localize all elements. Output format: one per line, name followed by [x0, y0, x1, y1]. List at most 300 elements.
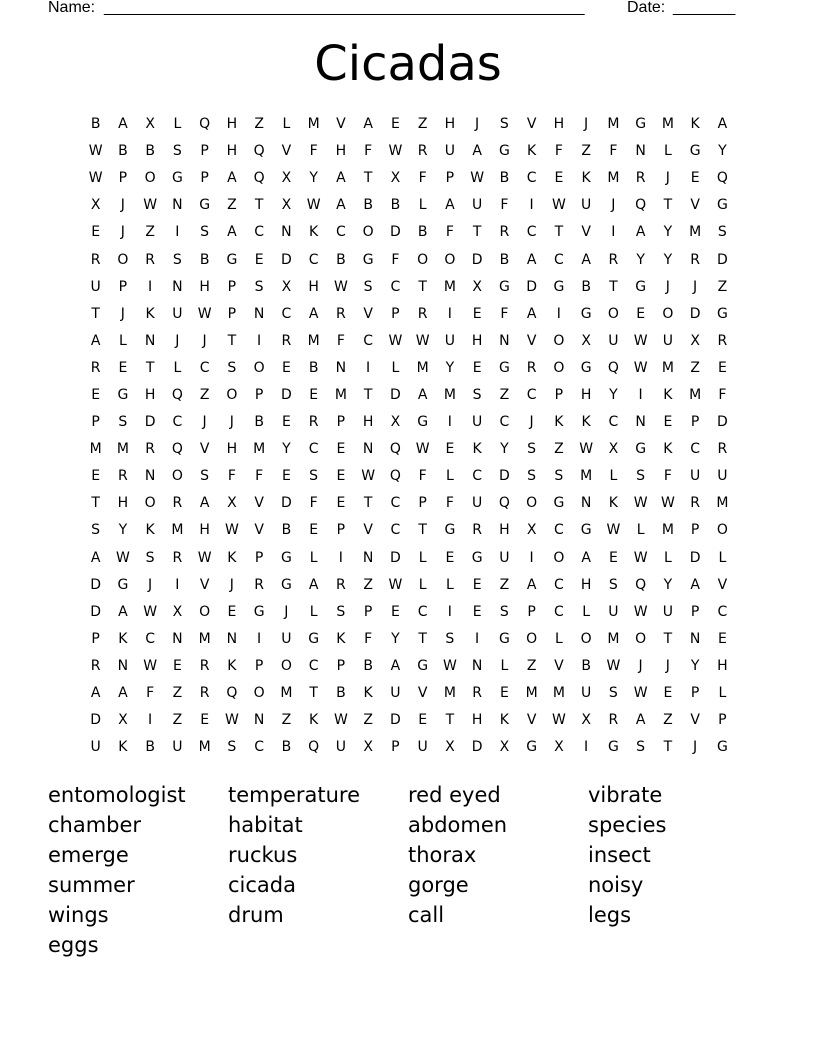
grid-letter: Z: [199, 386, 210, 403]
grid-letter: R: [417, 143, 428, 160]
grid-letter: C: [526, 170, 537, 187]
grid-letter: C: [553, 251, 564, 268]
grid-letter: K: [336, 630, 346, 647]
grid-letter: B: [499, 170, 510, 187]
grid-letter: R: [717, 441, 728, 458]
grid-letter: A: [472, 143, 482, 160]
grid-letter: S: [717, 224, 727, 241]
grid-letter: S: [608, 576, 618, 593]
grid-letter: C: [526, 386, 537, 403]
grid-letter: Q: [308, 739, 320, 756]
grid-letter: T: [418, 278, 427, 295]
grid-letter: M: [171, 522, 184, 539]
grid-letter: S: [200, 224, 210, 241]
grid-letter: B: [145, 739, 155, 756]
grid-row: [82, 517, 736, 544]
grid-letter: U: [717, 468, 728, 485]
grid-letter: K: [499, 712, 509, 729]
grid-letter: S: [608, 685, 618, 702]
word-bank-item: entomologist: [48, 783, 186, 807]
grid-letter: Y: [690, 657, 700, 674]
grid-letter: C: [553, 603, 564, 620]
grid-letter: Y: [663, 576, 673, 593]
grid-letter: J: [175, 332, 180, 349]
grid-letter: A: [690, 576, 700, 593]
grid-letter: R: [308, 414, 319, 431]
grid-letter: O: [635, 630, 647, 647]
grid-letter: J: [529, 414, 534, 431]
grid-letter: O: [662, 305, 674, 322]
grid-letter: T: [363, 386, 373, 403]
grid-letter: X: [499, 739, 510, 756]
grid-letter: P: [227, 278, 237, 295]
grid-letter: P: [118, 278, 128, 295]
grid-letter: X: [281, 170, 292, 187]
grid-letter: L: [391, 359, 400, 376]
grid-letter: I: [556, 305, 561, 322]
grid-letter: X: [281, 278, 292, 295]
grid-letter: F: [663, 468, 672, 485]
grid-letter: C: [172, 414, 183, 431]
grid-letter: B: [581, 278, 591, 295]
grid-letter: O: [199, 603, 211, 620]
grid-letter: M: [198, 630, 211, 647]
grid-letter: P: [445, 170, 455, 187]
grid-letter: G: [498, 630, 510, 647]
grid-letter: R: [690, 251, 700, 268]
grid-letter: E: [608, 549, 618, 566]
grid-letter: C: [281, 305, 292, 322]
grid-letter: H: [499, 522, 510, 539]
grid-letter: A: [90, 549, 101, 566]
grid-letter: X: [145, 116, 155, 133]
grid-letter: H: [362, 414, 374, 431]
grid-letter: O: [526, 495, 538, 512]
grid-letter: E: [472, 359, 482, 376]
grid-letter: T: [418, 522, 427, 539]
grid-letter: M: [607, 116, 620, 133]
grid-letter: N: [362, 549, 374, 566]
grid-letter: I: [611, 224, 616, 241]
grid-letter: A: [581, 549, 591, 566]
grid-letter: W: [551, 712, 566, 729]
grid-letter: I: [366, 359, 371, 376]
grid-row: [82, 653, 736, 680]
grid-letter: Z: [554, 441, 564, 458]
grid-letter: A: [445, 197, 455, 214]
grid-letter: K: [118, 630, 128, 647]
grid-letter: X: [608, 441, 619, 458]
grid-letter: O: [553, 549, 565, 566]
grid-letter: X: [90, 197, 101, 214]
grid-letter: S: [636, 468, 646, 485]
grid-letter: W: [442, 657, 457, 674]
grid-letter: W: [224, 712, 239, 729]
grid-letter: G: [226, 251, 238, 268]
grid-letter: G: [635, 441, 647, 458]
grid-letter: Z: [145, 224, 155, 241]
grid-letter: R: [635, 170, 646, 187]
grid-letter: F: [309, 495, 318, 512]
grid-letter: S: [254, 278, 264, 295]
grid-letter: B: [417, 224, 428, 241]
grid-letter: Z: [172, 712, 183, 729]
grid-letter: S: [91, 522, 101, 539]
grid-letter: I: [638, 386, 643, 403]
grid-row: [82, 572, 736, 599]
grid-letter: M: [661, 522, 674, 539]
grid-letter: E: [636, 305, 646, 322]
grid-letter: R: [336, 305, 346, 322]
grid-letter: U: [390, 685, 401, 702]
grid-letter: Q: [253, 170, 265, 187]
grid-letter: L: [445, 468, 454, 485]
grid-letter: I: [447, 603, 452, 620]
grid-letter: F: [418, 170, 427, 187]
grid-letter: X: [390, 170, 401, 187]
grid-letter: M: [661, 359, 674, 376]
grid-letter: U: [335, 739, 346, 756]
grid-letter: W: [388, 143, 403, 160]
grid-letter: W: [224, 522, 239, 539]
grid-letter: R: [336, 576, 346, 593]
grid-letter: C: [254, 739, 265, 756]
grid-letter: Z: [417, 116, 428, 133]
grid-letter: B: [390, 197, 401, 214]
grid-letter: N: [172, 630, 183, 647]
grid-letter: V: [690, 197, 700, 214]
grid-letter: O: [580, 630, 592, 647]
grid-letter: S: [227, 359, 237, 376]
grid-letter: M: [525, 685, 538, 702]
grid-letter: T: [609, 278, 618, 295]
word-bank-row: [48, 930, 768, 960]
grid-letter: P: [690, 685, 700, 702]
grid-letter: H: [144, 386, 156, 403]
grid-letter: P: [527, 603, 536, 620]
grid-letter: X: [581, 712, 591, 729]
grid-row: [82, 219, 736, 246]
grid-letter: K: [363, 685, 373, 702]
date-label: Date:: [627, 0, 666, 16]
word-bank-row: [48, 870, 768, 900]
grid-letter: I: [447, 414, 452, 431]
grid-letter: G: [580, 359, 592, 376]
word-bank-item: temperature: [228, 783, 360, 807]
grid-letter: G: [444, 522, 456, 539]
grid-letter: B: [118, 143, 128, 160]
grid-letter: K: [554, 414, 564, 431]
grid-letter: L: [309, 603, 318, 620]
grid-letter: X: [445, 739, 455, 756]
grid-letter: W: [197, 305, 212, 322]
grid-letter: P: [118, 170, 128, 187]
grid-letter: A: [90, 332, 101, 349]
word-bank-item: thorax: [408, 843, 477, 867]
grid-letter: D: [389, 224, 401, 241]
grid-letter: E: [254, 251, 264, 268]
grid-letter: I: [529, 197, 534, 214]
grid-letter: G: [635, 116, 647, 133]
word-bank: [48, 780, 768, 960]
grid-letter: C: [526, 224, 537, 241]
grid-letter: V: [254, 495, 264, 512]
grid-letter: G: [253, 603, 265, 620]
grid-letter: A: [118, 603, 128, 620]
grid-letter: C: [499, 414, 510, 431]
grid-letter: U: [472, 414, 483, 431]
grid-letter: J: [665, 278, 670, 295]
grid-letter: P: [391, 739, 400, 756]
word-bank-item: species: [588, 813, 667, 837]
grid-letter: J: [665, 657, 670, 674]
grid-letter: T: [663, 739, 673, 756]
grid-letter: X: [390, 414, 401, 431]
grid-letter: P: [690, 522, 700, 539]
grid-letter: W: [197, 549, 212, 566]
grid-letter: E: [336, 441, 346, 458]
grid-letter: G: [716, 739, 728, 756]
grid-letter: P: [254, 549, 264, 566]
grid-letter: C: [308, 441, 319, 458]
grid-row: [82, 301, 736, 328]
grid-letter: M: [334, 386, 347, 403]
grid-letter: K: [118, 739, 128, 756]
grid-letter: J: [229, 576, 234, 593]
grid-letter: T: [227, 332, 237, 349]
grid-letter: U: [472, 197, 483, 214]
grid-letter: E: [499, 685, 509, 702]
word-bank-row: [48, 810, 768, 840]
grid-letter: L: [718, 549, 727, 566]
grid-letter: R: [472, 522, 482, 539]
grid-letter: G: [117, 576, 129, 593]
grid-letter: O: [553, 359, 565, 376]
grid-letter: V: [281, 143, 292, 160]
grid-letter: A: [635, 224, 646, 241]
grid-letter: R: [717, 332, 728, 349]
grid-letter: M: [607, 630, 620, 647]
grid-letter: T: [309, 685, 318, 702]
grid-row: [82, 274, 736, 301]
grid-letter: Z: [663, 712, 673, 729]
grid-letter: U: [472, 495, 483, 512]
grid-letter: Z: [499, 386, 510, 403]
grid-letter: E: [309, 522, 319, 539]
grid-letter: R: [145, 441, 155, 458]
grid-letter: O: [716, 522, 728, 539]
grid-letter: A: [336, 197, 346, 214]
grid-letter: D: [144, 414, 156, 431]
grid-letter: M: [198, 739, 211, 756]
grid-letter: G: [635, 278, 647, 295]
grid-letter: A: [526, 305, 537, 322]
grid-letter: H: [717, 657, 728, 674]
grid-letter: V: [254, 522, 264, 539]
grid-letter: F: [364, 630, 373, 647]
grid-letter: Z: [172, 685, 183, 702]
grid-letter: N: [281, 224, 292, 241]
grid-letter: X: [554, 739, 564, 756]
grid-letter: G: [553, 495, 565, 512]
grid-letter: J: [120, 197, 125, 214]
grid-letter: O: [417, 251, 429, 268]
grid-letter: R: [90, 251, 101, 268]
grid-letter: S: [636, 739, 646, 756]
grid-letter: A: [417, 386, 428, 403]
grid-letter: M: [443, 685, 456, 702]
grid-letter: U: [690, 468, 701, 485]
grid-letter: I: [475, 630, 480, 647]
grid-letter: X: [363, 739, 373, 756]
grid-letter: H: [471, 332, 483, 349]
grid-letter: G: [308, 630, 320, 647]
grid-letter: W: [633, 495, 648, 512]
grid-letter: Q: [199, 116, 211, 133]
grid-letter: M: [689, 224, 702, 241]
grid-letter: V: [526, 332, 537, 349]
grid-letter: M: [716, 495, 729, 512]
grid-letter: U: [90, 739, 101, 756]
grid-letter: P: [336, 522, 346, 539]
grid-letter: O: [117, 251, 129, 268]
grid-letter: C: [254, 224, 265, 241]
grid-letter: S: [227, 739, 237, 756]
grid-letter: P: [363, 603, 373, 620]
grid-letter: K: [527, 143, 537, 160]
grid-letter: E: [390, 603, 400, 620]
grid-row: [82, 490, 736, 517]
grid-letter: K: [663, 386, 673, 403]
grid-letter: E: [717, 359, 727, 376]
grid-letter: J: [120, 224, 125, 241]
grid-letter: Y: [282, 441, 291, 458]
grid-letter: W: [606, 522, 621, 539]
grid-letter: K: [227, 549, 237, 566]
grid-letter: K: [608, 495, 618, 512]
word-bank-item: insect: [588, 843, 651, 867]
grid-letter: Z: [254, 116, 264, 133]
grid-letter: E: [281, 468, 291, 485]
grid-letter: H: [471, 712, 483, 729]
grid-row: [82, 355, 736, 382]
grid-letter: L: [609, 468, 618, 485]
grid-letter: X: [118, 712, 128, 729]
grid-letter: K: [227, 657, 237, 674]
grid-letter: O: [144, 170, 156, 187]
grid-letter: S: [363, 278, 373, 295]
grid-letter: W: [470, 170, 485, 187]
grid-letter: G: [498, 359, 510, 376]
grid-letter: D: [389, 712, 401, 729]
grid-letter: T: [91, 495, 100, 512]
grid-letter: U: [172, 739, 183, 756]
grid-letter: V: [581, 224, 591, 241]
grid-letter: G: [607, 739, 619, 756]
grid-letter: U: [417, 739, 428, 756]
word-bank-item: red eyed: [408, 783, 501, 807]
grid-letter: T: [554, 224, 564, 241]
grid-letter: F: [718, 386, 727, 403]
grid-letter: S: [172, 251, 182, 268]
grid-letter: R: [281, 332, 292, 349]
grid-letter: E: [200, 712, 210, 729]
grid-letter: E: [418, 712, 428, 729]
grid-letter: Q: [171, 386, 183, 403]
grid-letter: F: [336, 332, 345, 349]
grid-letter: A: [363, 116, 373, 133]
word-bank-item: summer: [48, 873, 135, 897]
grid-letter: E: [472, 576, 482, 593]
grid-letter: C: [199, 359, 210, 376]
grid-letter: X: [227, 495, 237, 512]
grid-letter: D: [689, 305, 701, 322]
grid-letter: E: [91, 386, 101, 403]
grid-letter: L: [636, 522, 645, 539]
grid-letter: S: [527, 468, 537, 485]
grid-letter: W: [415, 441, 430, 458]
grid-letter: U: [281, 630, 292, 647]
grid-letter: P: [554, 386, 564, 403]
grid-letter: D: [90, 603, 102, 620]
grid-letter: E: [390, 116, 400, 133]
word-bank-item: drum: [228, 903, 284, 927]
grid-letter: X: [581, 332, 591, 349]
grid-letter: N: [689, 630, 701, 647]
grid-letter: Q: [253, 143, 265, 160]
grid-letter: T: [472, 224, 482, 241]
grid-letter: J: [202, 332, 207, 349]
grid-letter: G: [553, 278, 565, 295]
grid-letter: H: [335, 143, 347, 160]
grid-letter: P: [200, 170, 209, 187]
grid-letter: R: [526, 359, 537, 376]
grid-row: [82, 599, 736, 626]
grid-letter: D: [498, 468, 510, 485]
grid-letter: J: [693, 278, 698, 295]
grid-letter: V: [526, 116, 537, 133]
grid-letter: I: [257, 630, 262, 647]
grid-letter: K: [145, 305, 155, 322]
grid-letter: L: [582, 603, 591, 620]
grid-letter: W: [88, 143, 103, 160]
grid-letter: P: [200, 143, 209, 160]
grid-letter: A: [390, 657, 401, 674]
grid-letter: V: [526, 712, 537, 729]
grid-letter: E: [281, 414, 291, 431]
grid-letter: V: [717, 576, 728, 593]
grid-letter: G: [498, 278, 510, 295]
grid-letter: Q: [226, 685, 238, 702]
grid-letter: S: [118, 414, 128, 431]
grid-letter: W: [388, 576, 403, 593]
grid-letter: G: [580, 522, 592, 539]
grid-letter: W: [633, 603, 648, 620]
grid-letter: A: [118, 116, 128, 133]
grid-letter: J: [148, 576, 153, 593]
grid-letter: M: [607, 170, 620, 187]
grid-letter: E: [91, 468, 101, 485]
grid-letter: E: [336, 468, 346, 485]
grid-letter: G: [580, 305, 592, 322]
grid-letter: N: [362, 441, 374, 458]
grid-letter: V: [417, 685, 428, 702]
grid-letter: A: [336, 170, 346, 187]
grid-letter: N: [253, 712, 265, 729]
grid-letter: R: [172, 549, 183, 566]
grid-letter: N: [635, 143, 646, 160]
grid-letter: T: [663, 197, 673, 214]
